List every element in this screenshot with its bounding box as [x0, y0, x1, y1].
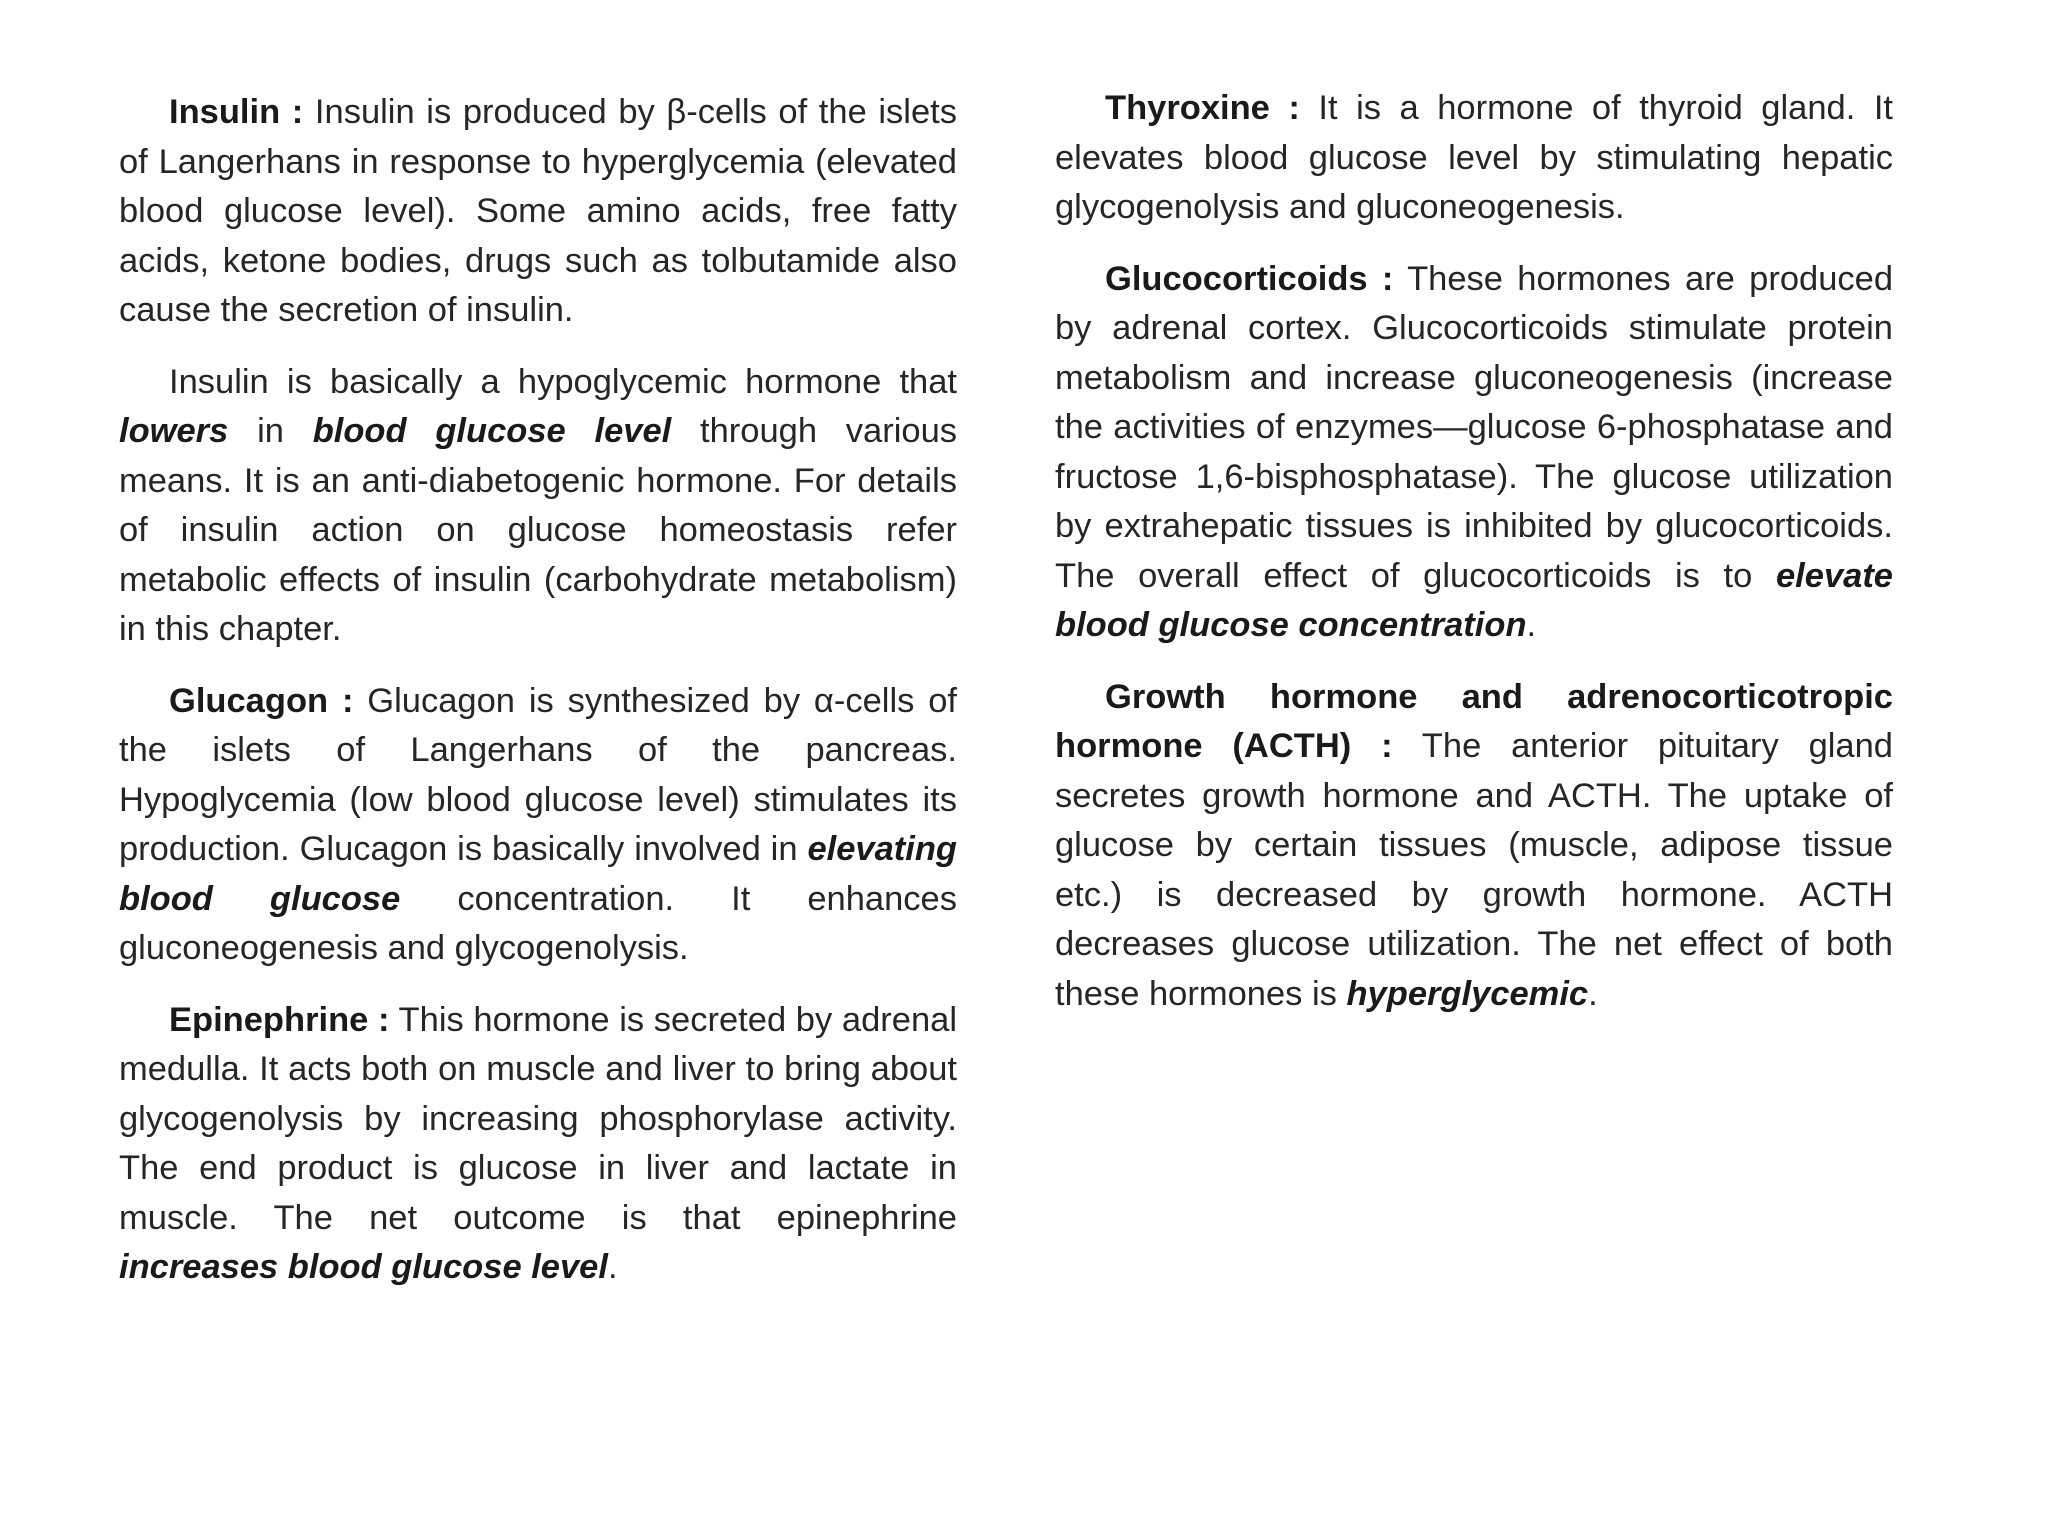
term-thyroxine: Thyroxine : [1105, 89, 1300, 127]
glucocorticoids-text-a: These hormones are produced by adrenal cortex. Glucocorticoids stimulate protein metabolism and increase gluconeogenesis (increase the activities of enzymes—glucose 6-phosphatase and fructose 1,6-bisphosphatase). The glucose utilization by extrahepatic tissues is inhibited by glucocorticoids. The overall effect of glucocorticoids is to [1055, 259, 1894, 595]
glucagon-text-b: concentration. It enhances gluconeogenesis and glycogenolysis. [119, 879, 957, 967]
glucocorticoids-text-b: . [1526, 606, 1537, 644]
paragraph-glucagon [119, 677, 957, 974]
thyroxine-text: It is a hormone of thyroid gland. It elevates blood glucose level by stimulating hepatic glycogenolysis and gluconeogenesis. [1055, 89, 1893, 226]
left-column [119, 88, 957, 1315]
growth-hormone-text-a: The anterior pituitary gland secretes growth hormone and ACTH. The uptake of glucose by certain tissues (muscle, adipose tissue etc.) is decreased by growth hormone. ACTH decreases glucose utilization. The net effect of both these hormones is [1055, 727, 1893, 1013]
emphasis-elevating-blood-glucose: elevating blood glucose [119, 830, 957, 918]
epinephrine-text-a: This hormone is secreted by adrenal medulla. It acts both on muscle and liver to bring about glycogenolysis by increasing phosphorylase activity. The end product is glucose in liver and lactate in muscle. The net outcome is that epinephrine [119, 1000, 957, 1237]
insulin-action-text-c: through various means. It is an anti-diabetogenic hormone. For details of insulin action on glucose homeostasis refer metabolic effects of insulin (carbohydrate metabolism) in this chapter. [119, 412, 958, 648]
insulin-text: Insulin is produced by β-cells of the islets of Langerhans in response to hyperglycemia (elevated blood glucose level). Some amino acids, free fatty acids, ketone bodies, drugs such as tolbutamide also cause the secretion of insulin. [119, 93, 957, 329]
emphasis-hyperglycemic: hyperglycemic [1346, 974, 1589, 1013]
growth-hormone-text-b: . [1588, 974, 1598, 1013]
term-epinephrine: Epinephrine : [169, 1000, 390, 1039]
paragraph-glucocorticoids [1055, 255, 1893, 651]
paragraph-epinephrine [119, 996, 957, 1293]
term-insulin: Insulin : [169, 93, 304, 131]
term-growth-hormone-acth: Growth hormone and adrenocorticotropic hormone (ACTH) : [1055, 677, 1893, 765]
paragraph-growth-hormone [1055, 673, 1893, 1020]
epinephrine-text-b: . [607, 1248, 618, 1286]
insulin-action-text-b: in [228, 412, 313, 450]
right-column [1055, 84, 1893, 1041]
paragraph-thyroxine [1055, 84, 1893, 233]
glucagon-text-a: Glucagon is synthesized by α-cells of the islets of Langerhans of the pancreas. Hypoglycemia (low blood glucose level) stimulates its production. Glucagon is basically involved in [119, 681, 957, 868]
term-glucocorticoids: Glucocorticoids : [1105, 259, 1394, 298]
emphasis-lowers: lowers [119, 412, 229, 450]
term-glucagon: Glucagon : [169, 681, 354, 720]
insulin-action-text-a: Insulin is basically a hypoglycemic hormone that [169, 362, 957, 401]
paragraph-insulin [119, 88, 957, 336]
paragraph-insulin-action [119, 358, 957, 655]
emphasis-elevate-blood-glucose-concentration: elevate blood glucose concentration [1055, 556, 1893, 644]
emphasis-blood-glucose-level: blood glucose level [312, 412, 672, 450]
emphasis-increases-blood-glucose-level: increases blood glucose level [119, 1248, 608, 1286]
